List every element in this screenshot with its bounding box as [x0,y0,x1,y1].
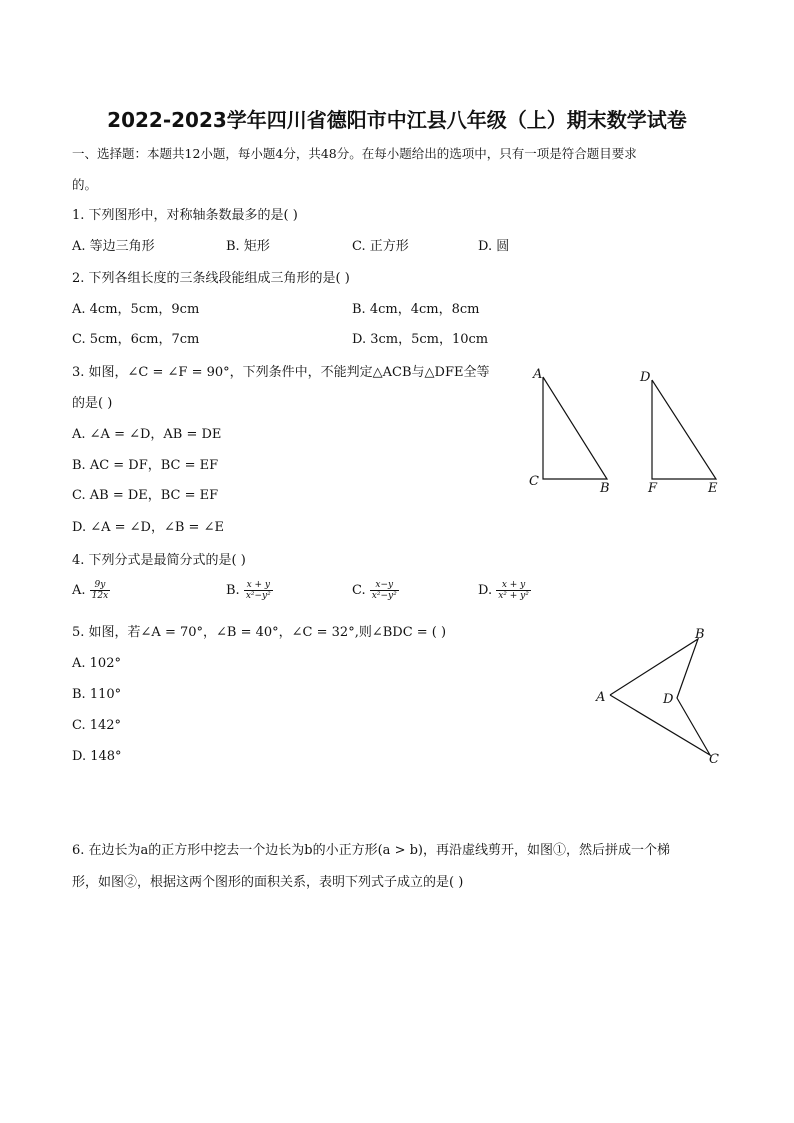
question-4-stem: 4. 下列分式是最简分式的是( ) [72,553,246,568]
q4-option-a [72,580,110,601]
label-a: A [596,690,606,705]
label-c: C [709,752,719,767]
q4-option-b [226,580,273,601]
q4-option-b-letter: B. [226,583,240,598]
q1-option-c: C. 正方形 [352,239,409,254]
q4-option-c-letter: C. [352,583,366,598]
question-3-stem-cont: 的是( ) [72,396,113,411]
q4-option-a-fraction [90,580,111,601]
label-c: C [529,474,539,489]
label-d: D [663,692,674,707]
q1-option-d: D. 圆 [478,239,510,254]
q2-option-a: A. 4cm，5cm，9cm [72,302,200,317]
q2-option-d: D. 3cm，5cm，10cm [352,332,489,347]
question-1-stem: 1. 下列图形中，对称轴条数最多的是( ) [72,208,298,223]
question-6-stem-cont: 形，如图②，根据这两个图形的面积关系，表明下列式子成立的是( ) [72,875,464,890]
question-5-stem: 5. 如图，若∠A = 70°，∠B = 40°，∠C = 32°,则∠BDC = ( ) [72,625,447,640]
label-b: B [695,627,705,642]
q4-option-a-letter: A. [72,583,86,598]
q4-option-c [352,580,399,601]
quad-abdc [610,639,710,755]
q1-option-a: A. 等边三角形 [72,239,155,254]
question-3-stem: 3. 如图，∠C = ∠F = 90°，下列条件中，不能判定△ACB与△DFE全等 [72,365,490,380]
denominator: x²−y² [245,591,271,601]
triangle-acb [543,377,607,479]
q4-option-d [478,580,531,601]
denominator: 12x [91,591,109,601]
numerator: x + y [244,580,273,591]
label-b: B [600,481,610,496]
question-2-stem: 2. 下列各组长度的三条线段能组成三角形的是( ) [72,271,350,286]
q5-option-c: C. 142° [72,718,122,733]
q4-option-d-fraction [496,580,531,601]
denominator: x²−y² [371,591,397,601]
q3-figure-triangles [520,362,730,502]
q2-option-b: B. 4cm，4cm，8cm [352,302,480,317]
label-f: F [648,481,658,496]
numerator: x + y [496,580,531,591]
q5-option-d: D. 148° [72,749,122,764]
q3-option-d: D. ∠A = ∠D，∠B = ∠E [72,520,224,535]
page-title: 2022-2023学年四川省德阳市中江县八年级（上）期末数学试卷 [107,108,687,132]
denominator: x² + y² [498,591,529,601]
section-heading-cont: 的。 [72,177,98,192]
q4-option-b-fraction [244,580,273,601]
q3-option-a: A. ∠A = ∠D，AB = DE [72,427,222,442]
label-d: D [640,370,651,385]
q4-option-c-fraction [370,580,399,601]
q3-option-b: B. AC = DF，BC = EF [72,458,219,473]
label-e: E [708,481,718,496]
section-heading: 一、选择题：本题共12小题，每小题4分，共48分。在每小题给出的选项中，只有一项是符合题目要求 [72,146,637,161]
numerator: x−y [370,580,399,591]
q4-option-d-letter: D. [478,583,493,598]
label-a: A [533,367,543,382]
q5-option-b: B. 110° [72,687,122,702]
numerator: 9y [90,580,111,591]
triangle-dfe [652,380,716,479]
q1-option-b: B. 矩形 [226,239,270,254]
q3-option-c: C. AB = DE，BC = EF [72,488,219,503]
question-6-stem: 6. 在边长为a的正方形中挖去一个边长为b的小正方形(a > b)，再沿虚线剪开，如图①，然后拼成一个梯 [72,843,670,858]
q5-figure-concave-quad [590,622,730,772]
q2-option-c: C. 5cm，6cm，7cm [72,332,200,347]
q5-option-a: A. 102° [72,656,121,671]
